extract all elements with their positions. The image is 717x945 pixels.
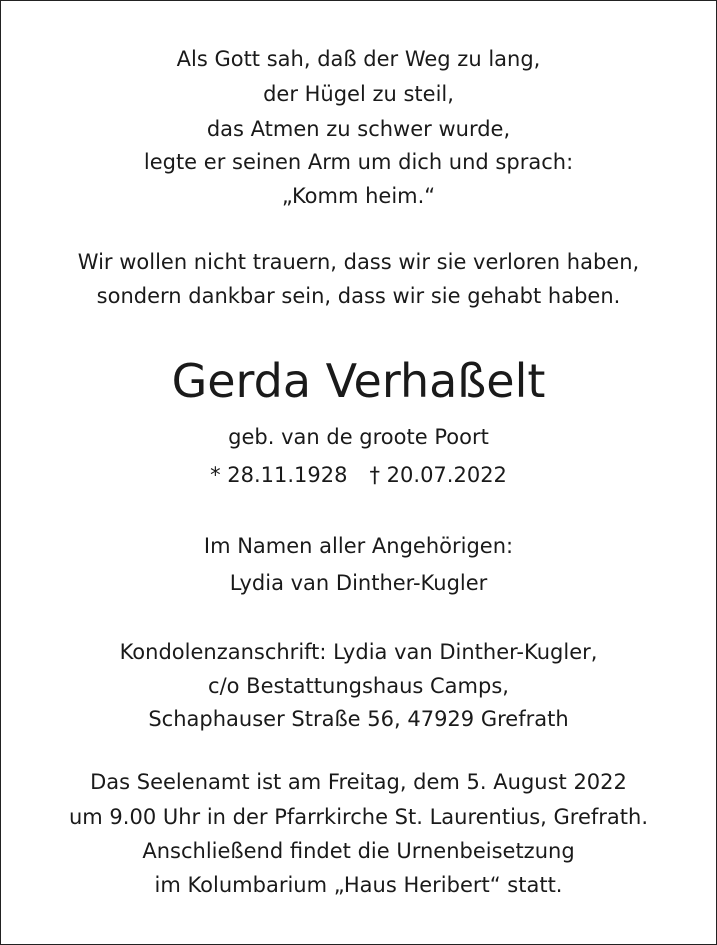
family-signatory: Lydia van Dinther-Kugler bbox=[229, 571, 488, 595]
maiden-name: geb. van de groote Poort bbox=[228, 425, 489, 449]
poem-line: der Hügel zu steil, bbox=[263, 82, 454, 106]
quote-line: sondern dankbar sein, dass wir sie gehabt haben. bbox=[96, 284, 621, 308]
family-intro: Im Namen aller Angehörigen: bbox=[203, 534, 514, 558]
service-line: Anschließend findet die Urnenbeisetzung bbox=[142, 839, 575, 863]
poem-line: legte er seinen Arm um dich und sprach: bbox=[143, 150, 574, 174]
condolence-address-line: c/o Bestattungshaus Camps, bbox=[208, 674, 509, 698]
poem-line: Als Gott sah, daß der Weg zu lang, bbox=[176, 47, 541, 71]
death-date: † 20.07.2022 bbox=[369, 463, 507, 487]
service-line: Das Seelenamt ist am Freitag, dem 5. August 2022 bbox=[90, 770, 627, 794]
condolence-address-line: Schaphauser Straße 56, 47929 Grefrath bbox=[148, 707, 569, 731]
life-dates bbox=[1, 462, 716, 488]
quote-line: Wir wollen nicht trauern, dass wir sie verloren haben, bbox=[77, 250, 640, 274]
condolence-address-line: Kondolenzanschrift: Lydia van Dinther-Kugler, bbox=[119, 640, 598, 664]
service-line: im Kolumbarium „Haus Heribert“ statt. bbox=[154, 873, 563, 897]
poem-line: das Atmen zu schwer wurde, bbox=[206, 117, 511, 141]
service-line: um 9.00 Uhr in der Pfarrkirche St. Laurentius, Grefrath. bbox=[68, 805, 649, 829]
poem-line: „Komm heim.“ bbox=[281, 184, 436, 208]
birth-date: * 28.11.1928 bbox=[210, 463, 348, 487]
deceased-name: Gerda Verhaßelt bbox=[171, 354, 546, 408]
